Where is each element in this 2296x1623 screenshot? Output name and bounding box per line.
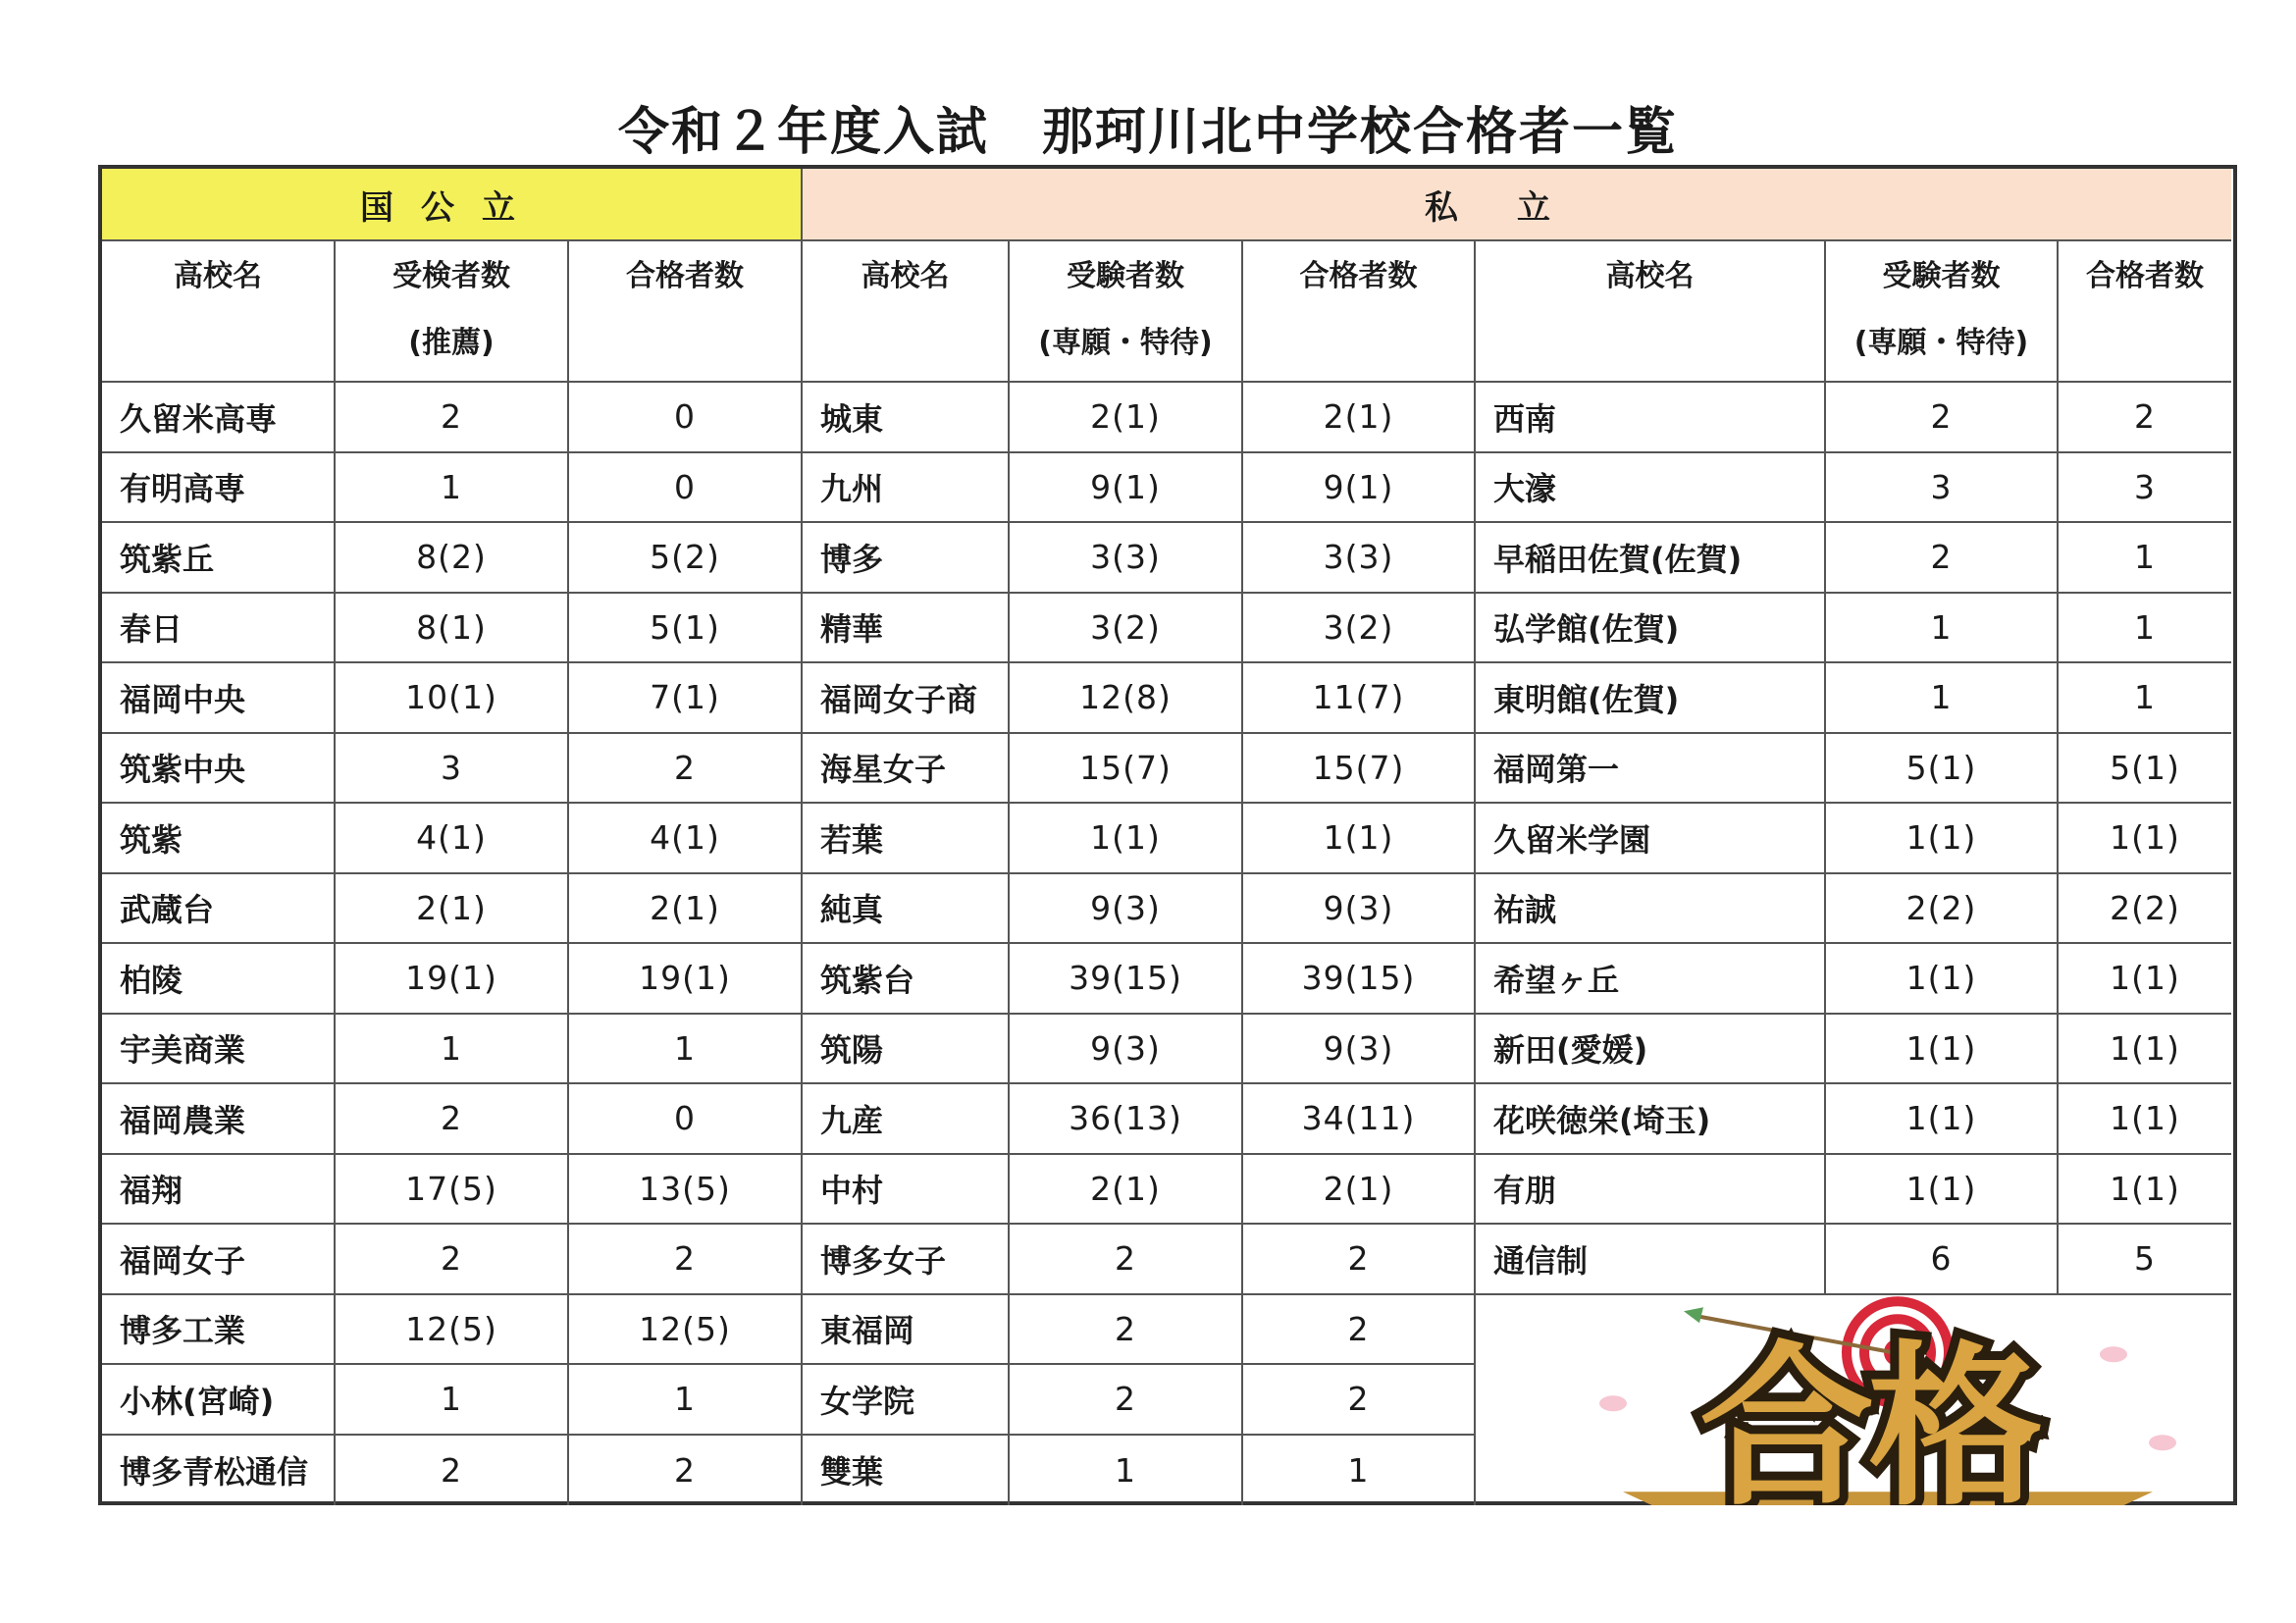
examinee-count-cell: 1(1)	[1826, 944, 2059, 1015]
school-name-cell: 東明館(佐賀)	[1476, 663, 1826, 734]
school-name-cell: 祐誠	[1476, 874, 1826, 945]
passer-count-cell: 1	[2059, 594, 2231, 664]
passer-count-cell: 1	[569, 1365, 803, 1436]
passer-count-cell: 19(1)	[569, 944, 803, 1015]
passer-count-cell: 39(15)	[1243, 944, 1476, 1015]
passer-count-cell: 2	[1243, 1295, 1476, 1366]
school-name-cell: 西南	[1476, 383, 1826, 453]
school-name-cell: 福岡女子商	[803, 663, 1010, 734]
examinee-count-cell: 3	[336, 734, 569, 805]
school-name-cell: 城東	[803, 383, 1010, 453]
examinee-count-cell: 3	[1826, 453, 2059, 524]
school-name-cell: 有朋	[1476, 1155, 1826, 1226]
passer-count-cell: 0	[569, 1084, 803, 1155]
examinee-count-cell: 1	[336, 1015, 569, 1085]
school-name-cell: 九州	[803, 453, 1010, 524]
examinee-count-cell: 15(7)	[1010, 734, 1243, 805]
school-name-cell: 筑紫中央	[102, 734, 336, 805]
examinee-count-cell: 3(2)	[1010, 594, 1243, 664]
col-header-examinees: 受験者数 (専願・特待)	[1010, 241, 1243, 383]
examinee-count-cell: 39(15)	[1010, 944, 1243, 1015]
col-header-school: 高校名	[102, 241, 336, 383]
examinee-count-cell: 1	[1010, 1436, 1243, 1506]
examinee-count-cell: 2(1)	[1010, 383, 1243, 453]
school-name-cell: 女学院	[803, 1365, 1010, 1436]
examinee-count-cell: 4(1)	[336, 804, 569, 874]
passer-count-cell: 2	[569, 1225, 803, 1295]
school-name-cell: 福岡第一	[1476, 734, 1826, 805]
passer-count-cell: 1	[1243, 1436, 1476, 1506]
school-name-cell: 通信制	[1476, 1225, 1826, 1295]
examinee-count-cell: 9(1)	[1010, 453, 1243, 524]
school-name-cell: 筑紫台	[803, 944, 1010, 1015]
passing-logo	[1476, 1295, 2231, 1506]
passer-count-cell: 2(1)	[1243, 383, 1476, 453]
passer-count-cell: 2	[1243, 1365, 1476, 1436]
examinee-count-cell: 9(3)	[1010, 874, 1243, 945]
passer-count-cell: 15(7)	[1243, 734, 1476, 805]
col-header-passers: 合格者数	[1243, 241, 1476, 383]
examinee-count-cell: 8(2)	[336, 523, 569, 594]
passer-count-cell: 3(2)	[1243, 594, 1476, 664]
examinee-count-cell: 2	[336, 1225, 569, 1295]
examinee-count-cell: 36(13)	[1010, 1084, 1243, 1155]
school-name-cell: 東福岡	[803, 1295, 1010, 1366]
passer-count-cell: 11(7)	[1243, 663, 1476, 734]
school-name-cell: 新田(愛媛)	[1476, 1015, 1826, 1085]
examinee-count-cell: 12(5)	[336, 1295, 569, 1366]
passer-count-cell: 1(1)	[2059, 1155, 2231, 1226]
passer-count-cell: 1(1)	[2059, 1084, 2231, 1155]
school-name-cell: 福岡農業	[102, 1084, 336, 1155]
examinee-count-cell: 1	[336, 453, 569, 524]
school-name-cell: 春日	[102, 594, 336, 664]
school-name-cell: 弘学館(佐賀)	[1476, 594, 1826, 664]
school-name-cell: 花咲徳栄(埼玉)	[1476, 1084, 1826, 1155]
school-name-cell: 武蔵台	[102, 874, 336, 945]
examinee-count-cell: 2	[1010, 1295, 1243, 1366]
examinee-count-cell: 1(1)	[1826, 804, 2059, 874]
col-header-school: 高校名	[803, 241, 1010, 383]
passer-count-cell: 13(5)	[569, 1155, 803, 1226]
passer-count-cell: 2	[569, 1436, 803, 1506]
passer-count-cell: 5(1)	[569, 594, 803, 664]
examinee-count-cell: 1	[336, 1365, 569, 1436]
examinee-count-cell: 2	[336, 1084, 569, 1155]
passer-count-cell: 1(1)	[2059, 804, 2231, 874]
examinee-count-cell: 2	[336, 383, 569, 453]
examinee-count-cell: 2	[1826, 383, 2059, 453]
school-name-cell: 筑陽	[803, 1015, 1010, 1085]
examinee-count-cell: 1(1)	[1826, 1015, 2059, 1085]
results-table	[98, 165, 2237, 1505]
passer-count-cell: 9(3)	[1243, 1015, 1476, 1085]
school-name-cell: 小林(宮崎)	[102, 1365, 336, 1436]
passer-count-cell: 5	[2059, 1225, 2231, 1295]
examinee-count-cell: 3(3)	[1010, 523, 1243, 594]
examinee-count-cell: 1	[1826, 663, 2059, 734]
examinee-count-cell: 1	[1826, 594, 2059, 664]
school-name-cell: 福岡中央	[102, 663, 336, 734]
passer-count-cell: 0	[569, 453, 803, 524]
school-name-cell: 宇美商業	[102, 1015, 336, 1085]
passer-count-cell: 1	[2059, 663, 2231, 734]
examinee-count-cell: 2(1)	[336, 874, 569, 945]
school-name-cell: 早稲田佐賀(佐賀)	[1476, 523, 1826, 594]
passer-count-cell: 5(2)	[569, 523, 803, 594]
examinee-count-cell: 5(1)	[1826, 734, 2059, 805]
examinee-count-cell: 9(3)	[1010, 1015, 1243, 1085]
school-name-cell: 希望ヶ丘	[1476, 944, 1826, 1015]
examinee-count-cell: 10(1)	[336, 663, 569, 734]
passer-count-cell: 1	[569, 1015, 803, 1085]
examinee-count-cell: 2	[1826, 523, 2059, 594]
school-name-cell: 久留米高専	[102, 383, 336, 453]
examinee-count-cell: 1(1)	[1826, 1155, 2059, 1226]
school-name-cell: 海星女子	[803, 734, 1010, 805]
col-header-examinees: 受検者数 (推薦)	[336, 241, 569, 383]
school-name-cell: 有明高専	[102, 453, 336, 524]
school-name-cell: 筑紫丘	[102, 523, 336, 594]
passer-count-cell: 3	[2059, 453, 2231, 524]
school-name-cell: 福翔	[102, 1155, 336, 1226]
examinee-count-cell: 17(5)	[336, 1155, 569, 1226]
page-title: 令和２年度入試 那珂川北中学校合格者一覧	[617, 103, 1678, 162]
school-name-cell: 中村	[803, 1155, 1010, 1226]
examinee-count-cell: 1(1)	[1826, 1084, 2059, 1155]
examinee-count-cell: 2(2)	[1826, 874, 2059, 945]
passer-count-cell: 1	[2059, 523, 2231, 594]
public-section-header: 国公立	[102, 169, 803, 241]
col-header-examinees: 受験者数 (専願・特待)	[1826, 241, 2059, 383]
passer-count-cell: 2(2)	[2059, 874, 2231, 945]
passer-count-cell: 1(1)	[2059, 1015, 2231, 1085]
school-name-cell: 若葉	[803, 804, 1010, 874]
school-name-cell: 大濠	[1476, 453, 1826, 524]
passer-count-cell: 2	[1243, 1225, 1476, 1295]
examinee-count-cell: 2	[1010, 1365, 1243, 1436]
passer-count-cell: 7(1)	[569, 663, 803, 734]
passer-count-cell: 9(1)	[1243, 453, 1476, 524]
passer-count-cell: 5(1)	[2059, 734, 2231, 805]
school-name-cell: 純真	[803, 874, 1010, 945]
passer-count-cell: 34(11)	[1243, 1084, 1476, 1155]
school-name-cell: 博多女子	[803, 1225, 1010, 1295]
passer-count-cell: 1(1)	[1243, 804, 1476, 874]
passer-count-cell: 2	[2059, 383, 2231, 453]
passer-count-cell: 9(3)	[1243, 874, 1476, 945]
school-name-cell: 柏陵	[102, 944, 336, 1015]
school-name-cell: 筑紫	[102, 804, 336, 874]
school-name-cell: 九産	[803, 1084, 1010, 1155]
passer-count-cell: 0	[569, 383, 803, 453]
examinee-count-cell: 2	[1010, 1225, 1243, 1295]
school-name-cell: 博多工業	[102, 1295, 336, 1366]
school-name-cell: 博多	[803, 523, 1010, 594]
examinee-count-cell: 2	[336, 1436, 569, 1506]
passer-count-cell: 12(5)	[569, 1295, 803, 1366]
logo-text: 合格	[1699, 1325, 2037, 1505]
school-name-cell: 精華	[803, 594, 1010, 664]
passer-count-cell: 3(3)	[1243, 523, 1476, 594]
examinee-count-cell: 6	[1826, 1225, 2059, 1295]
col-header-passers: 合格者数	[2059, 241, 2231, 383]
examinee-count-cell: 8(1)	[336, 594, 569, 664]
examinee-count-cell: 1(1)	[1010, 804, 1243, 874]
examinee-count-cell: 2(1)	[1010, 1155, 1243, 1226]
school-name-cell: 福岡女子	[102, 1225, 336, 1295]
examinee-count-cell: 19(1)	[336, 944, 569, 1015]
school-name-cell: 久留米学園	[1476, 804, 1826, 874]
examinee-count-cell: 12(8)	[1010, 663, 1243, 734]
passer-count-cell: 2	[569, 734, 803, 805]
col-header-passers: 合格者数	[569, 241, 803, 383]
passer-count-cell: 2(1)	[1243, 1155, 1476, 1226]
school-name-cell: 雙葉	[803, 1436, 1010, 1506]
private-section-header: 私立	[803, 169, 2231, 241]
school-name-cell: 博多青松通信	[102, 1436, 336, 1506]
passer-count-cell: 2(1)	[569, 874, 803, 945]
passer-count-cell: 4(1)	[569, 804, 803, 874]
passer-count-cell: 1(1)	[2059, 944, 2231, 1015]
col-header-school: 高校名	[1476, 241, 1826, 383]
